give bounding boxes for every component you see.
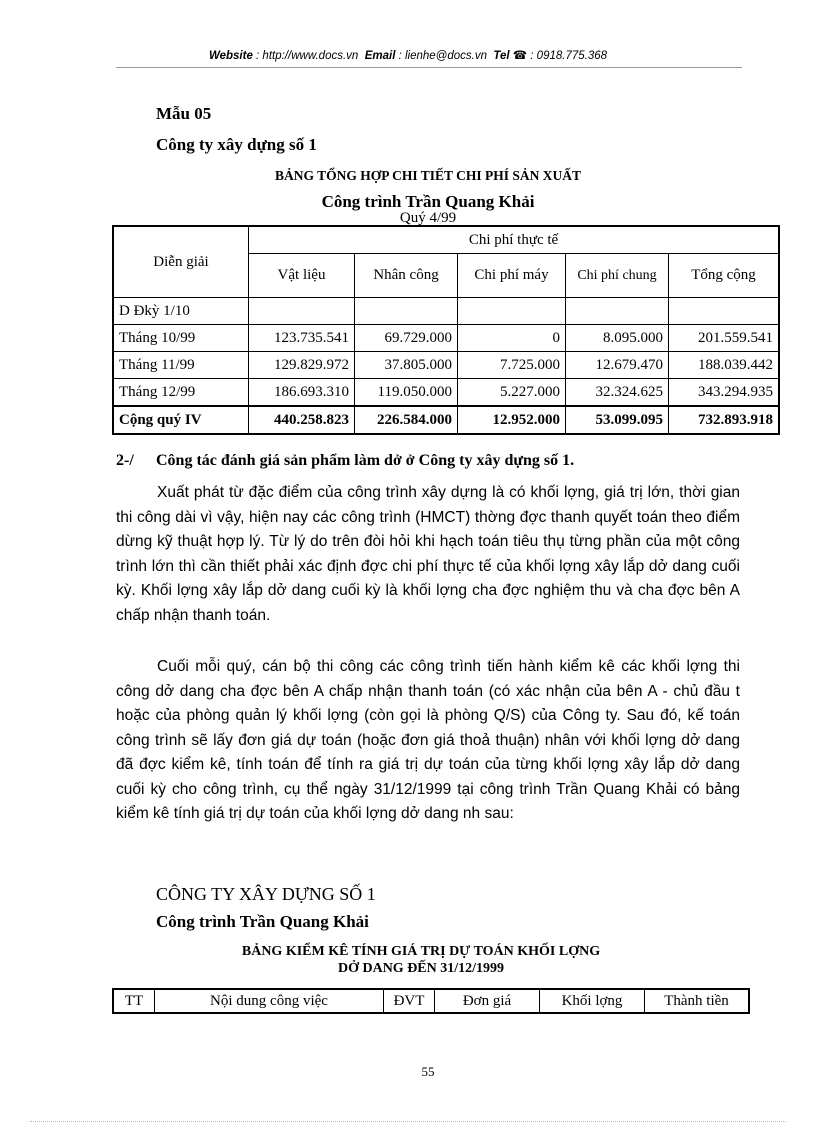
section-number: 2-/ bbox=[116, 452, 134, 469]
paragraph-2 bbox=[116, 655, 740, 827]
row-desc: Tháng 11/99 bbox=[113, 352, 249, 379]
col-amount-header: Thành tiền bbox=[645, 989, 750, 1013]
total-machine: 12.952.000 bbox=[458, 406, 566, 434]
header-divider bbox=[116, 67, 742, 68]
email-value[interactable]: : lienhe@docs.vn bbox=[398, 50, 487, 62]
col-machine-header: Chi phí máy bbox=[458, 254, 566, 298]
table-row bbox=[113, 298, 779, 325]
table1-project: Công trình Trần Quang Khải bbox=[321, 192, 535, 211]
col-desc-header: Diễn giải bbox=[113, 226, 249, 298]
col-material-header: Vật liệu bbox=[249, 254, 355, 298]
form-code: Mẫu 05 bbox=[156, 104, 212, 123]
row-total: 201.559.541 bbox=[669, 325, 780, 352]
total-labor: 226.584.000 bbox=[355, 406, 458, 434]
page-number: 55 bbox=[421, 1064, 435, 1079]
row-general bbox=[566, 298, 669, 325]
col-tt-header: TT bbox=[113, 989, 155, 1013]
row-machine: 7.725.000 bbox=[458, 352, 566, 379]
website-label: Website bbox=[208, 50, 253, 62]
row-labor: 119.050.000 bbox=[355, 379, 458, 407]
row-machine bbox=[458, 298, 566, 325]
tel-value: : 0918.775.368 bbox=[530, 50, 608, 62]
total-desc: Cộng quý IV bbox=[113, 406, 249, 434]
table-row bbox=[113, 379, 779, 407]
section-title: Công tác đánh giá sản phẩm làm dở ở Công ty xây dựng số 1. bbox=[156, 452, 575, 469]
table-row bbox=[113, 352, 779, 379]
footer-divider bbox=[30, 1121, 786, 1122]
total-general: 53.099.095 bbox=[566, 406, 669, 434]
table1-title: BẢNG TỔNG HỢP CHI TIẾT CHI PHÍ SẢN XUẤT bbox=[274, 168, 582, 183]
row-machine: 5.227.000 bbox=[458, 379, 566, 407]
row-general: 32.324.625 bbox=[566, 379, 669, 407]
row-material bbox=[249, 298, 355, 325]
email-label: Email bbox=[364, 50, 396, 62]
row-general: 12.679.470 bbox=[566, 352, 669, 379]
paragraph-1-text: Xuất phát từ đặc điểm của công trình xây dựng là có khối lợng, giá trị lớn, thời gian thi công dài vì vậy, hiện nay các công trình (HMCT) thờng đợc thanh quyết toán theo điểm dừng kỹ thuật hợp lý. Từ lý do trên đòi hỏi khi hạch toán tiêu thụ từng phần của một công trình lớn thì cần thiết phải xác định đợc chi phí thực tế của khối lợng xây lắp dở dang cuối kỳ. Khối lợng xây lắp dở dang cuối kỳ là khối lợng cha đợc nghiệm thu và cha đợc bên A chấp nhận thanh toán. bbox=[116, 484, 740, 624]
row-labor bbox=[355, 298, 458, 325]
col-labor-header: Nhân công bbox=[355, 254, 458, 298]
company-name-2: CÔNG TY XÂY DỰNG SỐ 1 bbox=[156, 884, 376, 904]
tel-label: Tel ☎ bbox=[493, 50, 528, 62]
row-desc: Tháng 12/99 bbox=[113, 379, 249, 407]
col-content-header: Nội dung công việc bbox=[155, 989, 384, 1013]
total-material: 440.258.823 bbox=[249, 406, 355, 434]
total-total: 732.893.918 bbox=[669, 406, 780, 434]
paragraph-2-text: Cuối mỗi quý, cán bộ thi công các công trình tiến hành kiểm kê các khối lợng thi công dở dang cha đợc bên A chấp nhận thanh toán (có xác nhận của bên A - chủ đầu t hoặc của phòng quản lý khối lợng (còn gọi là phòng Q/S) của Công ty. Sau đó, kế toán công trình sẽ lấy đơn giá dự toán (hoặc đơn giá thoả thuận) nhân với khối lợng dở dang đã đợc kiểm kê, tính toán để tính ra giá trị dự toán của từng khối lợng xây lắp dở dang cuối kỳ cho công trình, cụ thể ngày 31/12/1999 tại công trình Trần Quang Khải có bảng kiểm kê tính giá trị dự toán của khối lợng dở dang nh sau: bbox=[116, 658, 740, 822]
paragraph-1 bbox=[116, 481, 740, 628]
row-total: 343.294.935 bbox=[669, 379, 780, 407]
row-labor: 37.805.000 bbox=[355, 352, 458, 379]
row-desc: D Đkỳ 1/10 bbox=[113, 298, 249, 325]
table2-title-line2: DỞ DANG ĐẾN 31/12/1999 bbox=[337, 961, 505, 976]
website-value[interactable]: : http://www.docs.vn bbox=[256, 50, 359, 62]
row-total: 188.039.442 bbox=[669, 352, 780, 379]
company-name: Công ty xây dựng số 1 bbox=[156, 135, 317, 154]
row-general: 8.095.000 bbox=[566, 325, 669, 352]
table1-quarter: Quý 4/99 bbox=[399, 210, 457, 226]
table2-title-line1: BẢNG KIỂM KÊ TÍNH GIÁ TRỊ DỰ TOÁN KHỐI LỢNG bbox=[241, 944, 601, 959]
col-general-header: Chi phí chung bbox=[566, 254, 669, 298]
row-material: 186.693.310 bbox=[249, 379, 355, 407]
col-total-header: Tổng cộng bbox=[669, 254, 780, 298]
page-header bbox=[0, 48, 816, 62]
col-group-header: Chi phí thực tế bbox=[249, 226, 780, 254]
project-name-2: Công trình Trần Quang Khải bbox=[156, 912, 369, 931]
table-row bbox=[113, 325, 779, 352]
col-qty-header: Khối lợng bbox=[540, 989, 645, 1013]
row-total bbox=[669, 298, 780, 325]
col-unit-header: ĐVT bbox=[384, 989, 435, 1013]
cost-summary-table bbox=[112, 225, 780, 435]
row-material: 123.735.541 bbox=[249, 325, 355, 352]
col-price-header: Đơn giá bbox=[435, 989, 540, 1013]
inventory-table bbox=[112, 988, 750, 1014]
row-desc: Tháng 10/99 bbox=[113, 325, 249, 352]
row-machine: 0 bbox=[458, 325, 566, 352]
total-row bbox=[113, 406, 779, 434]
row-material: 129.829.972 bbox=[249, 352, 355, 379]
row-labor: 69.729.000 bbox=[355, 325, 458, 352]
